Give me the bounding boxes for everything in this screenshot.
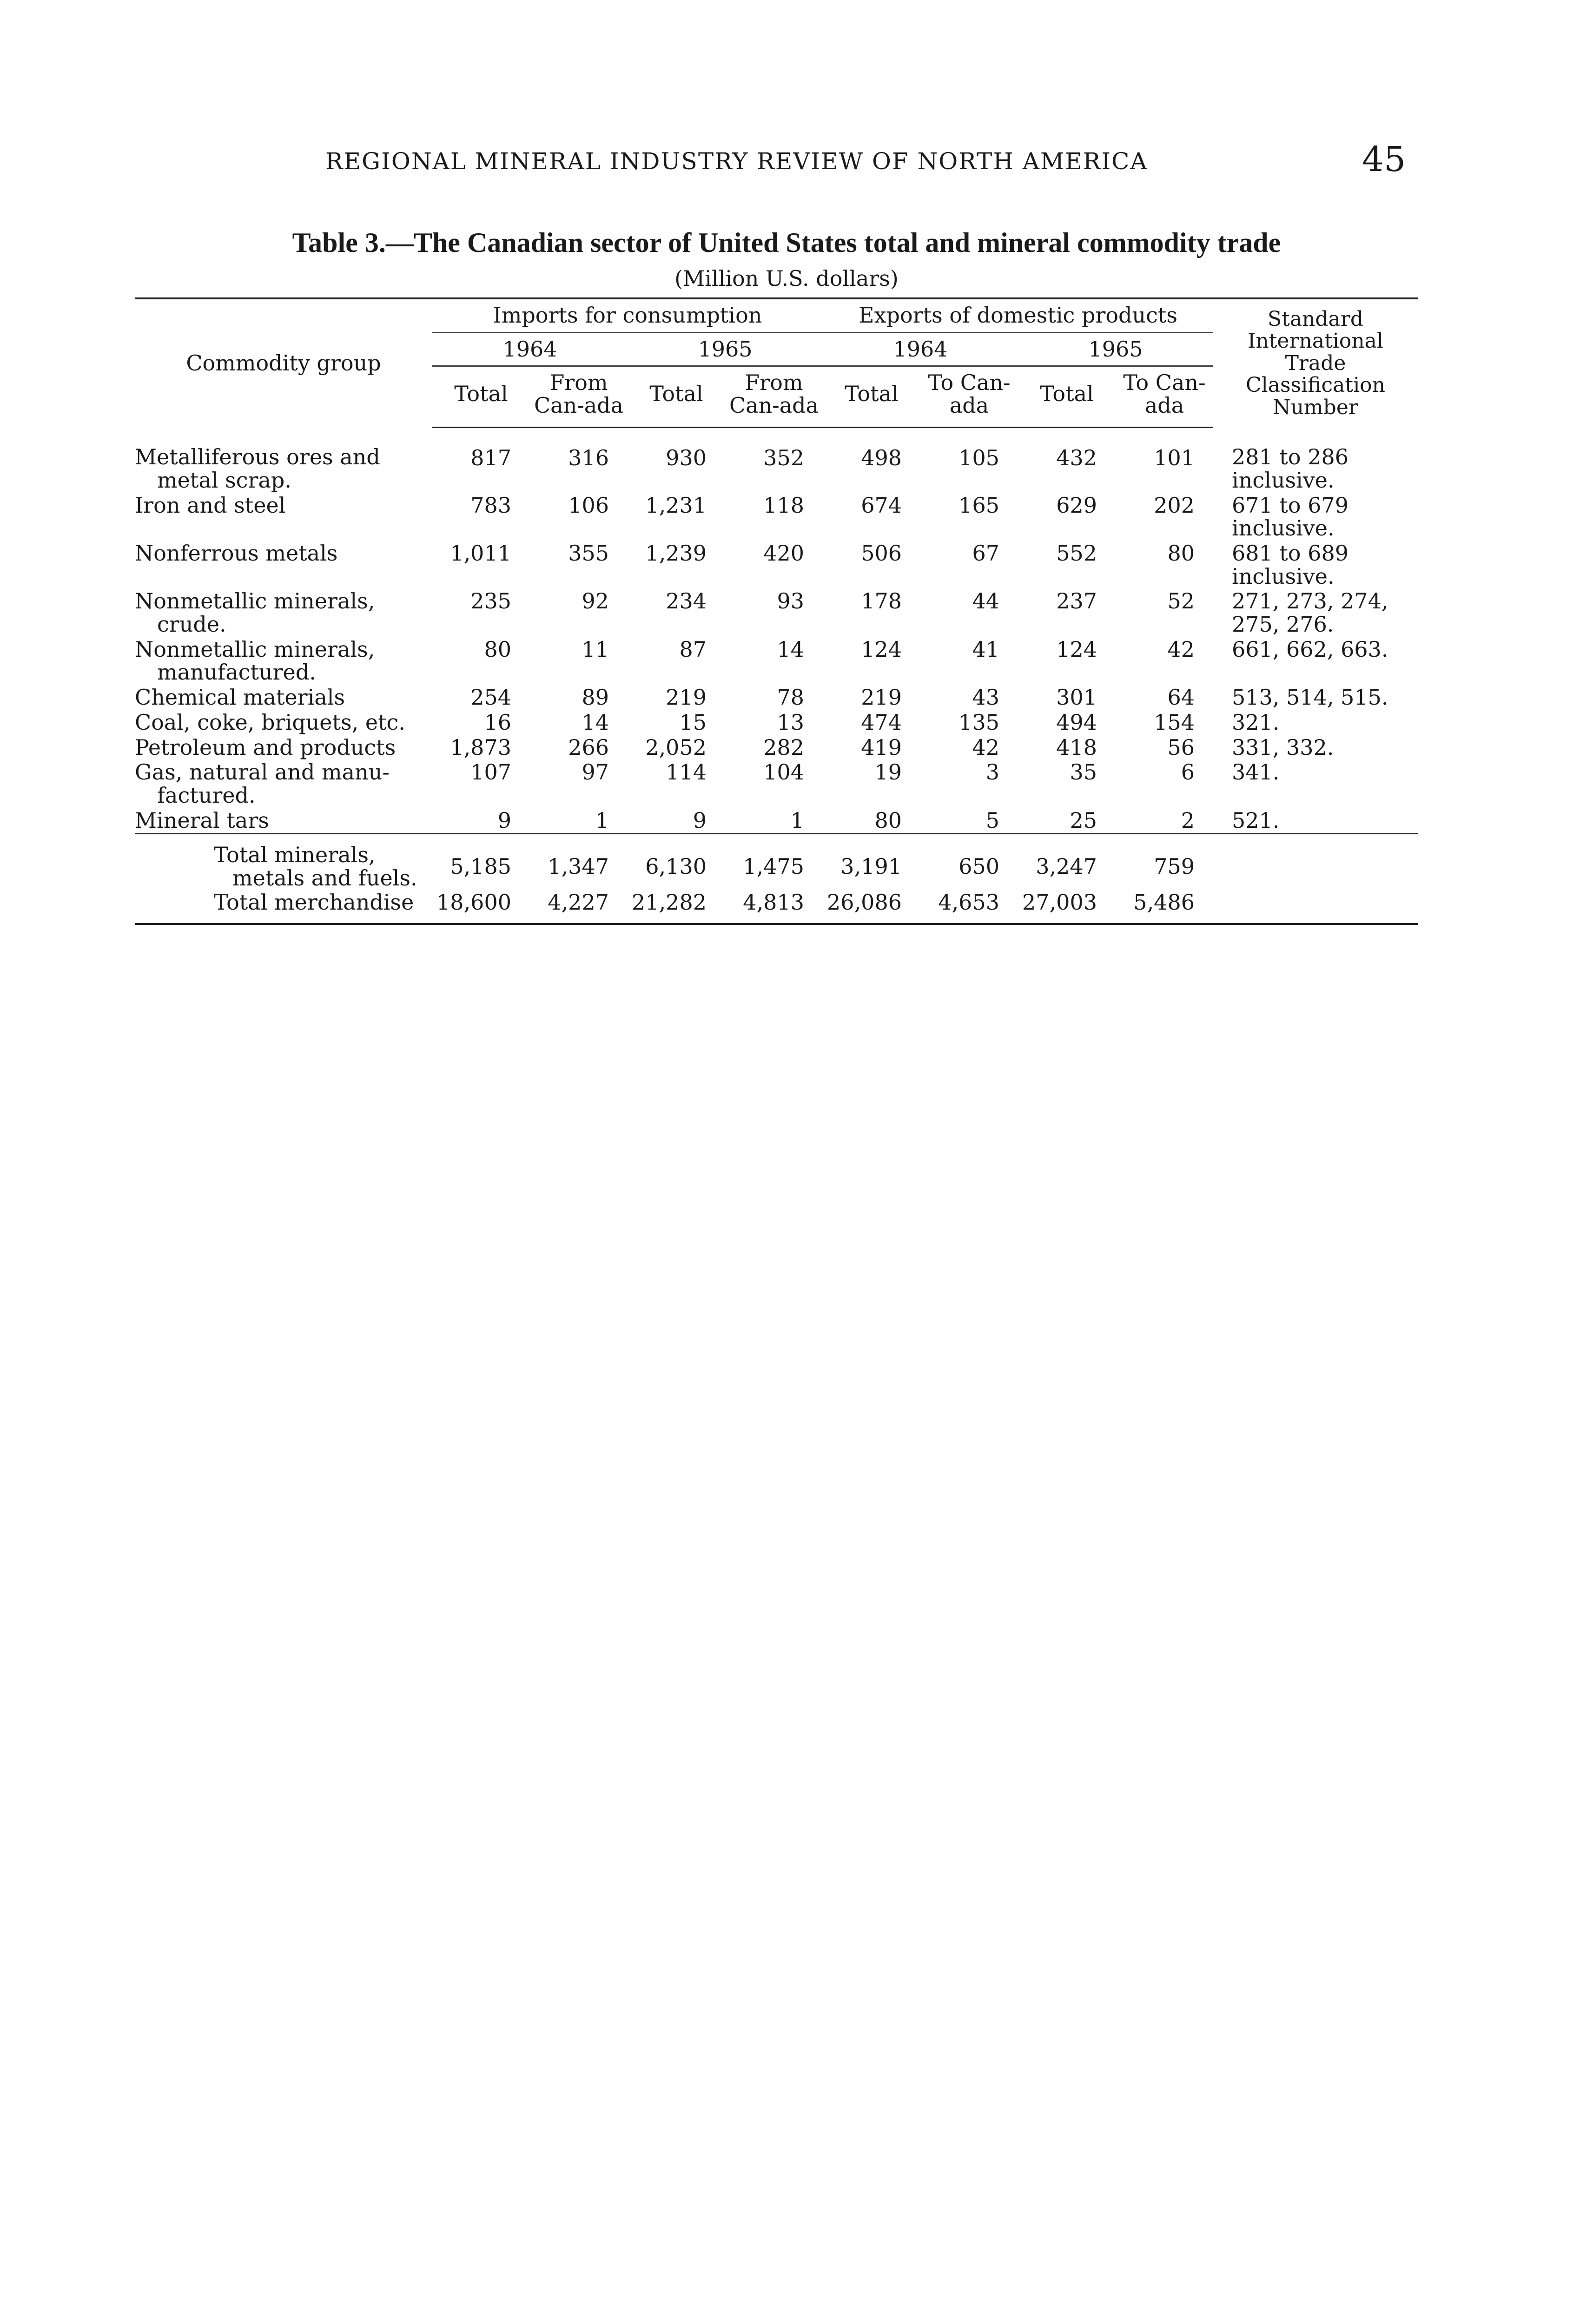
commodity-group-cell xyxy=(135,735,432,760)
sitc-header: Standard International Trade Classification Number xyxy=(1213,298,1418,427)
sitc-cell: 513, 514, 515. xyxy=(1232,685,1388,710)
value-cell: 9 xyxy=(693,807,707,833)
value-cell: 266 xyxy=(568,734,609,760)
trade-table xyxy=(135,297,1418,925)
total-value-cell: 21,282 xyxy=(628,891,725,924)
value-cell: 2,052 xyxy=(645,734,707,760)
value-cell: 1,873 xyxy=(450,734,511,760)
sitc-cell: 661, 662, 663. xyxy=(1232,636,1388,662)
value-cell: 154 xyxy=(1154,709,1195,735)
value-cell: 14 xyxy=(582,709,609,735)
commodity-group-label: Total merchandise xyxy=(214,889,414,915)
value-cell: 43 xyxy=(972,685,999,710)
value-cell: 42 xyxy=(972,734,999,760)
commodity-group-cell xyxy=(135,541,432,589)
total-value-cell: 4,653 xyxy=(920,891,1018,924)
commodity-group-cell xyxy=(135,891,432,924)
value-cell: 67 xyxy=(972,541,999,566)
imports-1965-header: 1965 xyxy=(628,332,823,366)
commodity-group-header: Commodity group xyxy=(135,298,432,427)
value-cell: 237 xyxy=(1056,588,1097,614)
value-cell: 78 xyxy=(777,685,804,710)
commodity-group-label: Petroleum and products xyxy=(135,734,396,760)
table-totals xyxy=(135,834,1418,924)
sitc-cell: 671 to 679 inclusive. xyxy=(1232,492,1349,541)
value-cell: 80 xyxy=(1167,541,1195,566)
table-row xyxy=(135,589,1418,637)
value-cell: 352 xyxy=(763,445,804,470)
commodity-group-label: Nonferrous metals xyxy=(135,541,338,566)
sitc-cell: 331, 332. xyxy=(1232,734,1334,760)
value-cell: 629 xyxy=(1056,492,1097,518)
total-header: Total xyxy=(628,366,725,428)
sitc-cell: 341. xyxy=(1232,759,1280,785)
total-value-cell: 4,227 xyxy=(530,891,628,924)
commodity-group-continuation: factured. xyxy=(157,782,256,808)
commodity-group-label: Coal, coke, briquets, etc. xyxy=(135,709,405,735)
table-units: (Million U.S. dollars) xyxy=(674,266,899,291)
imports-header: Imports for consumption xyxy=(432,298,823,332)
table-row xyxy=(135,760,1418,808)
value-cell: 418 xyxy=(1056,734,1097,760)
exports-1964-header: 1964 xyxy=(823,332,1018,366)
commodity-group-label: Iron and steel xyxy=(135,492,286,518)
total-value-cell: 1,347 xyxy=(530,834,628,891)
value-cell: 494 xyxy=(1056,709,1097,735)
value-cell: 817 xyxy=(470,445,511,470)
commodity-group-cell xyxy=(135,760,432,808)
commodity-group-label: Gas, natural and manu- xyxy=(135,759,390,785)
value-cell: 107 xyxy=(470,759,511,785)
commodity-group-label: Nonmetallic minerals, xyxy=(135,588,375,614)
running-head: REGIONAL MINERAL INDUSTRY REVIEW OF NORTH AMERICA xyxy=(325,148,1148,175)
commodity-group-label: Mineral tars xyxy=(135,807,269,833)
value-cell: 1 xyxy=(595,807,609,833)
value-cell: 104 xyxy=(763,759,804,785)
value-cell: 219 xyxy=(861,685,902,710)
sitc-cell: 521. xyxy=(1232,807,1280,833)
value-cell: 783 xyxy=(470,492,511,518)
value-cell: 420 xyxy=(763,541,804,566)
value-cell: 316 xyxy=(568,445,609,470)
total-value-cell: 650 xyxy=(920,834,1018,891)
value-cell: 135 xyxy=(958,709,999,735)
total-header: Total xyxy=(432,366,530,428)
total-header: Total xyxy=(823,366,920,428)
value-cell: 178 xyxy=(861,588,902,614)
exports-1965-header: 1965 xyxy=(1018,332,1213,366)
value-cell: 301 xyxy=(1056,685,1097,710)
value-cell: 3 xyxy=(985,759,999,785)
total-value-cell: 5,486 xyxy=(1116,891,1213,924)
value-cell: 474 xyxy=(861,709,902,735)
value-cell: 930 xyxy=(666,445,707,470)
value-cell: 89 xyxy=(582,685,609,710)
sitc-cell: 681 to 689 inclusive. xyxy=(1232,541,1349,589)
commodity-group-continuation: manufactured. xyxy=(157,660,316,685)
value-cell: 432 xyxy=(1056,445,1097,470)
total-value-cell: 3,247 xyxy=(1018,834,1116,891)
value-cell: 165 xyxy=(958,492,999,518)
commodity-group-cell xyxy=(135,685,432,710)
commodity-group-label: Nonmetallic minerals, xyxy=(135,636,375,662)
commodity-group-continuation: crude. xyxy=(157,612,226,637)
value-cell: 219 xyxy=(666,685,707,710)
value-cell: 64 xyxy=(1167,685,1195,710)
value-cell: 14 xyxy=(777,636,804,662)
value-cell: 282 xyxy=(763,734,804,760)
table-row xyxy=(135,427,1418,493)
commodity-group-cell xyxy=(135,834,432,891)
value-cell: 124 xyxy=(1056,636,1097,662)
value-cell: 16 xyxy=(484,709,511,735)
commodity-group-cell xyxy=(135,493,432,541)
commodity-group-cell xyxy=(135,589,432,637)
table-row xyxy=(135,541,1418,589)
value-cell: 5 xyxy=(985,807,999,833)
commodity-group-label: Chemical materials xyxy=(135,685,345,710)
value-cell: 674 xyxy=(861,492,902,518)
exports-header: Exports of domestic products xyxy=(823,298,1213,332)
value-cell: 1 xyxy=(790,807,804,833)
value-cell: 15 xyxy=(679,709,707,735)
value-cell: 1,011 xyxy=(450,541,511,566)
value-cell: 87 xyxy=(679,636,707,662)
table-row xyxy=(135,710,1418,735)
value-cell: 254 xyxy=(470,685,511,710)
value-cell: 552 xyxy=(1056,541,1097,566)
table-row xyxy=(135,808,1418,834)
value-cell: 1,231 xyxy=(645,492,707,518)
commodity-group-cell xyxy=(135,427,432,493)
commodity-group-label: Metalliferous ores and xyxy=(135,444,380,470)
value-cell: 92 xyxy=(582,588,609,614)
value-cell: 9 xyxy=(497,807,511,833)
sitc-cell: 321. xyxy=(1232,709,1280,735)
from-canada-header: From Can-ada xyxy=(530,366,628,428)
value-cell: 6 xyxy=(1181,759,1195,785)
empty-cell xyxy=(1213,891,1418,924)
table-body xyxy=(135,427,1418,833)
table-row xyxy=(135,735,1418,760)
value-cell: 114 xyxy=(666,759,707,785)
commodity-group-continuation: metal scrap. xyxy=(157,468,291,493)
sitc-cell: 281 to 286 inclusive. xyxy=(1232,444,1349,493)
total-value-cell: 6,130 xyxy=(628,834,725,891)
from-canada-header: From Can-ada xyxy=(725,366,823,428)
value-cell: 506 xyxy=(861,541,902,566)
value-cell: 202 xyxy=(1154,492,1195,518)
value-cell: 1,239 xyxy=(645,541,707,566)
sitc-cell: 271, 273, 274, 275, 276. xyxy=(1232,588,1388,637)
total-value-cell: 1,475 xyxy=(725,834,823,891)
totals-row xyxy=(135,834,1418,891)
total-header: Total xyxy=(1018,366,1116,428)
value-cell: 93 xyxy=(777,588,804,614)
value-cell: 80 xyxy=(484,636,511,662)
total-value-cell: 5,185 xyxy=(432,834,530,891)
table-row xyxy=(135,685,1418,710)
value-cell: 498 xyxy=(861,445,902,470)
value-cell: 13 xyxy=(777,709,804,735)
commodity-group-cell xyxy=(135,637,432,685)
total-value-cell: 759 xyxy=(1116,834,1213,891)
commodity-group-cell xyxy=(135,710,432,735)
value-cell: 118 xyxy=(763,492,804,518)
total-value-cell: 26,086 xyxy=(823,891,920,924)
value-cell: 106 xyxy=(568,492,609,518)
value-cell: 35 xyxy=(1070,759,1097,785)
value-cell: 52 xyxy=(1167,588,1195,614)
value-cell: 235 xyxy=(470,588,511,614)
total-value-cell: 3,191 xyxy=(823,834,920,891)
value-cell: 234 xyxy=(666,588,707,614)
table-row xyxy=(135,493,1418,541)
total-value-cell: 27,003 xyxy=(1018,891,1116,924)
value-cell: 97 xyxy=(582,759,609,785)
imports-1964-header: 1964 xyxy=(432,332,628,366)
total-value-cell: 4,813 xyxy=(725,891,823,924)
to-canada-header: To Can-ada xyxy=(920,366,1018,428)
value-cell: 124 xyxy=(861,636,902,662)
value-cell: 419 xyxy=(861,734,902,760)
value-cell: 42 xyxy=(1167,636,1195,662)
value-cell: 11 xyxy=(582,636,609,662)
value-cell: 19 xyxy=(874,759,902,785)
value-cell: 44 xyxy=(972,588,999,614)
total-value-cell: 18,600 xyxy=(432,891,530,924)
to-canada-header: To Can-ada xyxy=(1116,366,1213,428)
page-number: 45 xyxy=(1362,139,1406,179)
value-cell: 105 xyxy=(958,445,999,470)
value-cell: 2 xyxy=(1181,807,1195,833)
commodity-group-cell xyxy=(135,808,432,834)
value-cell: 25 xyxy=(1070,807,1097,833)
value-cell: 41 xyxy=(972,636,999,662)
totals-row xyxy=(135,891,1418,924)
value-cell: 56 xyxy=(1167,734,1195,760)
commodity-group-label: Total minerals, xyxy=(214,842,376,868)
commodity-group-continuation: metals and fuels. xyxy=(232,865,417,891)
value-cell: 80 xyxy=(874,807,902,833)
value-cell: 101 xyxy=(1154,445,1195,470)
value-cell: 355 xyxy=(568,541,609,566)
table-row xyxy=(135,637,1418,685)
table-title: Table 3.—The Canadian sector of United States total and mineral commodity trade xyxy=(292,227,1281,258)
empty-cell xyxy=(1213,834,1418,891)
